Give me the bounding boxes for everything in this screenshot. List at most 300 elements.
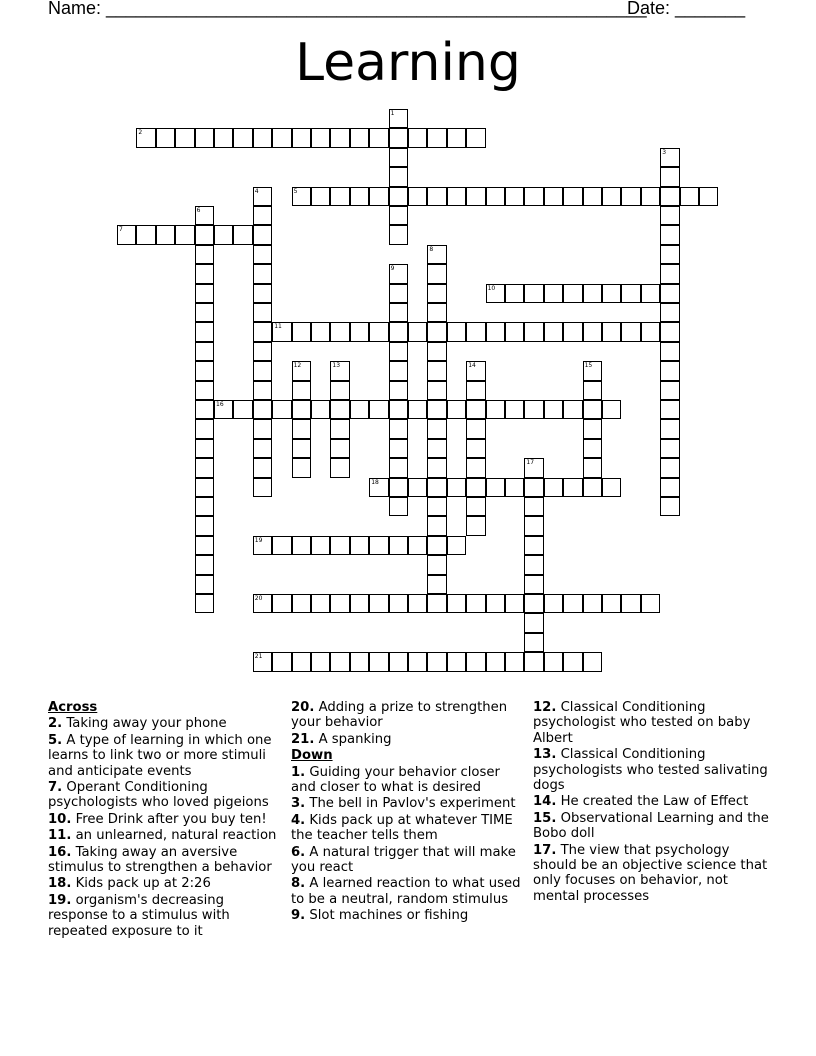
grid-cell[interactable] [447,322,466,341]
grid-cell[interactable] [680,187,699,206]
grid-cell[interactable] [292,400,311,419]
grid-cell[interactable] [486,652,505,671]
grid-cell[interactable] [563,284,582,303]
grid-cell[interactable] [466,478,485,497]
grid-cell[interactable] [389,225,408,244]
grid-cell[interactable] [330,536,349,555]
grid-cell[interactable] [660,497,679,516]
grid-cell[interactable] [311,652,330,671]
grid-cell[interactable] [195,555,214,574]
clue-down-4: 4. Kids pack up at whatever TIME the teacher tells them [291,812,513,844]
grid-cell[interactable] [660,458,679,477]
grid-cell[interactable] [660,303,679,322]
grid-cell[interactable] [466,439,485,458]
grid-cell[interactable] [427,381,446,400]
grid-cell[interactable] [660,284,679,303]
grid-cell[interactable] [660,381,679,400]
grid-cell[interactable] [408,536,427,555]
grid-cell[interactable] [389,284,408,303]
grid-cell[interactable] [466,381,485,400]
grid-cell[interactable] [311,400,330,419]
clue-across-10: 10. Free Drink after you buy ten! [48,811,267,827]
grid-cell[interactable] [447,652,466,671]
grid-cell[interactable] [389,109,408,128]
grid-cell[interactable] [389,594,408,613]
grid-cell[interactable] [427,536,446,555]
grid-cell[interactable] [466,400,485,419]
grid-cell[interactable] [427,322,446,341]
grid-cell[interactable] [524,536,543,555]
grid-cell[interactable] [253,128,272,147]
grid-cell[interactable] [602,187,621,206]
grid-cell[interactable] [408,322,427,341]
grid-cell[interactable] [427,458,446,477]
grid-cell[interactable] [292,458,311,477]
grid-cell[interactable] [117,225,136,244]
grid-cell[interactable] [330,652,349,671]
grid-cell[interactable] [641,594,660,613]
grid-cell[interactable] [505,322,524,341]
grid-cell[interactable] [389,128,408,147]
grid-cell[interactable] [544,594,563,613]
clue-down-6: 6. A natural trigger that will make you react [291,844,516,876]
grid-cell[interactable] [195,284,214,303]
grid-cell[interactable] [350,652,369,671]
grid-cell[interactable] [389,458,408,477]
grid-cell[interactable] [253,419,272,438]
grid-cell[interactable] [427,284,446,303]
grid-cell[interactable] [427,128,446,147]
grid-cell[interactable] [292,187,311,206]
grid-cell[interactable] [427,400,446,419]
grid-cell[interactable] [505,478,524,497]
grid-cell[interactable] [447,128,466,147]
grid-cell[interactable] [156,225,175,244]
grid-cell[interactable] [447,594,466,613]
grid-cell[interactable] [233,400,252,419]
grid-cell[interactable] [175,225,194,244]
grid-cell[interactable] [505,187,524,206]
grid-cell[interactable] [330,322,349,341]
grid-cell[interactable] [350,536,369,555]
grid-cell[interactable] [253,439,272,458]
down-heading: Down [291,748,333,764]
grid-cell[interactable] [369,187,388,206]
grid-cell[interactable] [544,478,563,497]
cell-number: 16 [216,401,224,408]
grid-cell[interactable] [389,400,408,419]
grid-cell[interactable] [427,419,446,438]
cell-number: 17 [526,459,535,467]
grid-cell[interactable] [660,148,679,167]
grid-cell[interactable] [524,322,543,341]
grid-cell[interactable] [292,128,311,147]
grid-cell[interactable] [466,458,485,477]
grid-cell[interactable] [427,361,446,380]
clues-column-2 [291,700,527,925]
grid-cell[interactable] [369,478,388,497]
grid-cell[interactable] [660,264,679,283]
grid-cell[interactable] [311,322,330,341]
grid-cell[interactable] [136,225,155,244]
grid-cell[interactable] [253,342,272,361]
grid-cell[interactable] [660,167,679,186]
grid-cell[interactable] [408,128,427,147]
grid-cell[interactable] [583,419,602,438]
grid-cell[interactable] [427,303,446,322]
grid-cell[interactable] [544,187,563,206]
grid-cell[interactable] [195,575,214,594]
grid-cell[interactable] [408,187,427,206]
grid-cell[interactable] [253,594,272,613]
grid-cell[interactable] [602,400,621,419]
grid-cell[interactable] [486,400,505,419]
grid-cell[interactable] [195,303,214,322]
grid-cell[interactable] [253,381,272,400]
grid-cell[interactable] [253,206,272,225]
grid-cell[interactable] [602,322,621,341]
clue-across-5: 5. A type of learning in which one learns to link two or more stimuli and anticipate events [48,732,272,779]
grid-cell[interactable] [427,342,446,361]
grid-cell[interactable] [214,128,233,147]
grid-cell[interactable] [447,536,466,555]
grid-cell[interactable] [272,322,291,341]
grid-cell[interactable] [583,594,602,613]
grid-cell[interactable] [447,400,466,419]
grid-cell[interactable] [369,594,388,613]
grid-cell[interactable] [389,536,408,555]
grid-cell[interactable] [136,128,155,147]
grid-cell[interactable] [563,400,582,419]
grid-cell[interactable] [233,225,252,244]
grid-cell[interactable] [583,284,602,303]
grid-cell[interactable] [292,652,311,671]
grid-cell[interactable] [330,381,349,400]
grid-cell[interactable] [350,594,369,613]
grid-cell[interactable] [660,245,679,264]
clue-across-18: 18. Kids pack up at 2:26 [48,876,211,892]
grid-cell[interactable] [466,652,485,671]
cell-number: 1 [390,110,395,117]
grid-cell[interactable] [447,187,466,206]
grid-cell[interactable] [486,594,505,613]
grid-cell[interactable] [195,478,214,497]
grid-cell[interactable] [195,419,214,438]
clue-down-13: 13. Classical Conditioning psychologists who tested salivating dogs [533,747,768,794]
grid-cell[interactable] [292,594,311,613]
grid-cell[interactable] [583,322,602,341]
grid-cell[interactable] [292,419,311,438]
grid-cell[interactable] [602,594,621,613]
cell-number: 13 [332,362,341,370]
cell-number: 20 [254,595,263,602]
grid-cell[interactable] [350,400,369,419]
grid-cell[interactable] [195,361,214,380]
grid-cell[interactable] [214,225,233,244]
clue-across-20: 20. Adding a prize to strengthen your behavior [291,700,508,731]
grid-cell[interactable] [660,322,679,341]
grid-cell[interactable] [486,478,505,497]
cell-number: 7 [119,226,123,234]
grid-cell[interactable] [292,439,311,458]
grid-cell[interactable] [156,128,175,147]
grid-cell[interactable] [524,555,543,574]
cell-number: 10 [487,284,496,292]
grid-cell[interactable] [583,458,602,477]
grid-cell[interactable] [447,478,466,497]
grid-cell[interactable] [621,187,640,206]
grid-cell[interactable] [292,536,311,555]
grid-cell[interactable] [505,594,524,613]
grid-cell[interactable] [195,264,214,283]
grid-cell[interactable] [330,458,349,477]
grid-cell[interactable] [369,128,388,147]
grid-cell[interactable] [641,187,660,206]
grid-cell[interactable] [272,536,291,555]
grid-cell[interactable] [253,225,272,244]
grid-cell[interactable] [427,245,446,264]
grid-cell[interactable] [292,361,311,380]
date-field[interactable]: Date: _______ [627,0,746,18]
grid-cell[interactable] [563,652,582,671]
grid-cell[interactable] [311,536,330,555]
grid-cell[interactable] [292,381,311,400]
grid-cell[interactable] [699,187,718,206]
grid-cell[interactable] [524,575,543,594]
grid-cell[interactable] [195,536,214,555]
grid-cell[interactable] [195,245,214,264]
grid-cell[interactable] [195,342,214,361]
grid-cell[interactable] [253,400,272,419]
grid-cell[interactable] [389,497,408,516]
grid-cell[interactable] [389,148,408,167]
grid-cell[interactable] [583,478,602,497]
grid-cell[interactable] [524,516,543,535]
grid-cell[interactable] [427,594,446,613]
grid-cell[interactable] [233,128,252,147]
grid-cell[interactable] [253,478,272,497]
grid-cell[interactable] [369,322,388,341]
grid-cell[interactable] [389,206,408,225]
grid-cell[interactable] [408,594,427,613]
grid-cell[interactable] [466,187,485,206]
grid-cell[interactable] [486,187,505,206]
cell-number: 14 [468,362,476,370]
cell-number: 12 [293,362,302,370]
grid-cell[interactable] [175,128,194,147]
grid-cell[interactable] [621,322,640,341]
grid-cell[interactable] [272,594,291,613]
grid-cell[interactable] [253,458,272,477]
clues-column-3 [533,700,769,905]
grid-cell[interactable] [253,536,272,555]
cell-number: 8 [429,245,434,253]
grid-cell[interactable] [563,322,582,341]
grid-cell[interactable] [427,516,446,535]
grid-cell[interactable] [641,322,660,341]
grid-cell[interactable] [292,322,311,341]
grid-cell[interactable] [563,478,582,497]
grid-cell[interactable] [195,594,214,613]
grid-cell[interactable] [389,361,408,380]
grid-cell[interactable] [195,381,214,400]
cell-number: 15 [584,362,593,370]
grid-cell[interactable] [389,167,408,186]
grid-cell[interactable] [524,400,543,419]
grid-cell[interactable] [505,284,524,303]
grid-cell[interactable] [563,594,582,613]
grid-cell[interactable] [427,264,446,283]
grid-cell[interactable] [563,187,582,206]
grid-cell[interactable] [427,439,446,458]
grid-cell[interactable] [466,322,485,341]
grid-cell[interactable] [389,381,408,400]
grid-cell[interactable] [524,478,543,497]
grid-cell[interactable] [583,439,602,458]
grid-cell[interactable] [660,342,679,361]
grid-cell[interactable] [195,458,214,477]
grid-cell[interactable] [660,225,679,244]
grid-cell[interactable] [641,284,660,303]
grid-cell[interactable] [524,187,543,206]
grid-cell[interactable] [253,264,272,283]
grid-cell[interactable] [544,322,563,341]
grid-cell[interactable] [505,400,524,419]
grid-cell[interactable] [195,439,214,458]
grid-cell[interactable] [214,400,233,419]
clue-down-8: 8. A learned reaction to what used to be a neutral, random stimulus [291,876,521,907]
grid-cell[interactable] [389,264,408,283]
grid-cell[interactable] [272,128,291,147]
grid-cell[interactable] [350,128,369,147]
grid-cell[interactable] [583,187,602,206]
grid-cell[interactable] [408,400,427,419]
grid-cell[interactable] [602,284,621,303]
grid-cell[interactable] [544,652,563,671]
grid-cell[interactable] [660,187,679,206]
grid-cell[interactable] [544,400,563,419]
grid-cell[interactable] [427,478,446,497]
grid-cell[interactable] [330,400,349,419]
grid-cell[interactable] [583,381,602,400]
grid-cell[interactable] [389,187,408,206]
grid-cell[interactable] [486,284,505,303]
grid-cell[interactable] [544,284,563,303]
grid-cell[interactable] [466,516,485,535]
grid-cell[interactable] [408,652,427,671]
grid-cell[interactable] [253,187,272,206]
grid-cell[interactable] [427,497,446,516]
grid-cell[interactable] [195,128,214,147]
grid-cell[interactable] [660,419,679,438]
grid-cell[interactable] [350,322,369,341]
clue-across-21: 21. A spanking [291,731,392,747]
grid-cell[interactable] [389,322,408,341]
grid-cell[interactable] [621,284,640,303]
cell-number: 18 [371,478,379,486]
grid-cell[interactable] [195,497,214,516]
grid-cell[interactable] [389,478,408,497]
grid-cell[interactable] [505,652,524,671]
grid-cell[interactable] [427,652,446,671]
grid-cell[interactable] [311,128,330,147]
grid-cell[interactable] [660,206,679,225]
grid-cell[interactable] [408,478,427,497]
grid-cell[interactable] [466,419,485,438]
grid-cell[interactable] [330,128,349,147]
grid-cell[interactable] [330,419,349,438]
grid-cell[interactable] [427,187,446,206]
grid-cell[interactable] [253,303,272,322]
grid-cell[interactable] [272,400,291,419]
grid-cell[interactable] [602,478,621,497]
grid-cell[interactable] [583,361,602,380]
grid-cell[interactable] [369,400,388,419]
grid-cell[interactable] [524,594,543,613]
grid-cell[interactable] [524,497,543,516]
grid-cell[interactable] [195,400,214,419]
grid-cell[interactable] [369,536,388,555]
grid-cell[interactable] [253,652,272,671]
grid-cell[interactable] [524,284,543,303]
grid-cell[interactable] [466,594,485,613]
grid-cell[interactable] [195,516,214,535]
grid-cell[interactable] [524,652,543,671]
grid-cell[interactable] [195,206,214,225]
grid-cell[interactable] [427,575,446,594]
grid-cell[interactable] [389,303,408,322]
grid-cell[interactable] [466,497,485,516]
grid-cell[interactable] [583,652,602,671]
grid-cell[interactable] [583,400,602,419]
grid-cell[interactable] [330,361,349,380]
grid-cell[interactable] [466,361,485,380]
grid-cell[interactable] [253,245,272,264]
grid-cell[interactable] [253,322,272,341]
grid-cell[interactable] [389,342,408,361]
grid-cell[interactable] [660,361,679,380]
grid-cell[interactable] [272,652,291,671]
grid-cell[interactable] [524,633,543,652]
grid-cell[interactable] [389,652,408,671]
grid-cell[interactable] [486,322,505,341]
grid-cell[interactable] [660,439,679,458]
clue-down-17: 17. The view that psychology should be an objective science that only focuses on behavior, not mental processes [533,842,768,904]
grid-cell[interactable] [253,361,272,380]
grid-cell[interactable] [330,187,349,206]
grid-cell[interactable] [350,187,369,206]
grid-cell[interactable] [369,652,388,671]
grid-cell[interactable] [195,225,214,244]
grid-cell[interactable] [330,439,349,458]
grid-cell[interactable] [660,478,679,497]
grid-cell[interactable] [389,419,408,438]
grid-cell[interactable] [330,594,349,613]
grid-cell[interactable] [253,284,272,303]
grid-cell[interactable] [195,322,214,341]
grid-cell[interactable] [660,400,679,419]
grid-cell[interactable] [466,128,485,147]
grid-cell[interactable] [524,458,543,477]
name-field[interactable]: Name: ______________________________________________________ [48,0,647,18]
clue-down-14: 14. He created the Law of Effect [533,794,749,810]
grid-cell[interactable] [389,439,408,458]
grid-cell[interactable] [621,594,640,613]
grid-cell[interactable] [311,594,330,613]
grid-cell[interactable] [524,613,543,632]
grid-cell[interactable] [311,187,330,206]
grid-cell[interactable] [427,555,446,574]
